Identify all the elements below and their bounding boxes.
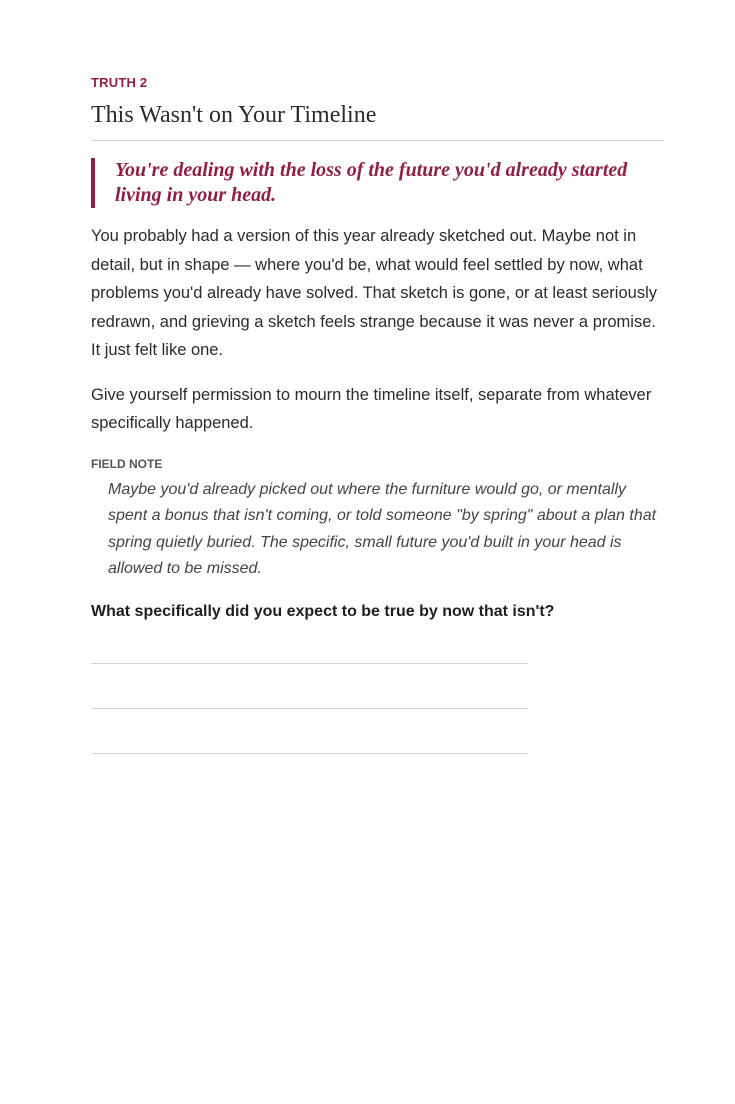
workbook-page bbox=[91, 74, 664, 754]
reflection-prompt: What specifically did you expect to be true by now that isn't? bbox=[91, 602, 555, 620]
section-kicker: TRUTH 2 bbox=[91, 75, 148, 90]
body-paragraph-1: You probably had a version of this year already sketched out. Maybe not in detail, but in shape — where you'd be, what would feel settled by now, what problems you'd already have solved. That sketch is gone, or at least seriously redrawn, and grieving a sketch feels strange because it was never a promise. It just felt like one. bbox=[91, 227, 657, 359]
pull-quote: You're dealing with the loss of the future you'd already started living in your head. bbox=[91, 158, 664, 208]
field-note-label: FIELD NOTE bbox=[91, 456, 163, 471]
body-paragraph-2: Give yourself permission to mourn the timeline itself, separate from whatever specifically happened. bbox=[91, 385, 652, 432]
answer-line-2[interactable] bbox=[91, 708, 528, 709]
section-title: This Wasn't on Your Timeline bbox=[91, 102, 377, 128]
answer-line-1[interactable] bbox=[91, 663, 528, 664]
answer-line-3[interactable] bbox=[91, 753, 528, 754]
title-divider bbox=[91, 140, 664, 141]
field-note-text: Maybe you'd already picked out where the furniture would go, or mentally spent a bonus that isn't coming, or told someone "by spring" about a plan that spring quietly buried. The specific, small future you'd built in your head is allowed to be missed. bbox=[108, 480, 657, 577]
